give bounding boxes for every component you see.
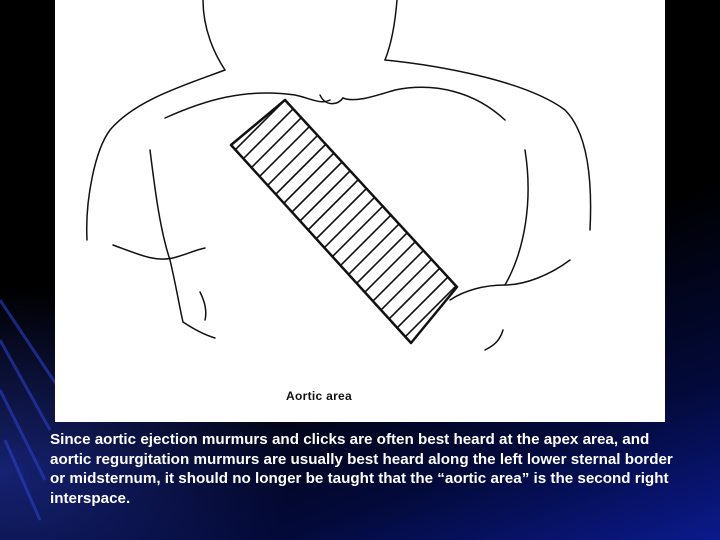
slide-body-text: Since aortic ejection murmurs and clicks are often best heard at the apex area, and aortic regurgitation murmurs are usually best heard along the left lower sternal border or midsternum, it should no longer be taught that the “aortic area” is the second right interspace. bbox=[50, 431, 673, 507]
figure-caption: Aortic area bbox=[286, 389, 352, 403]
chest-outline-drawing-icon bbox=[55, 0, 665, 422]
chest-diagram-panel bbox=[55, 0, 665, 422]
